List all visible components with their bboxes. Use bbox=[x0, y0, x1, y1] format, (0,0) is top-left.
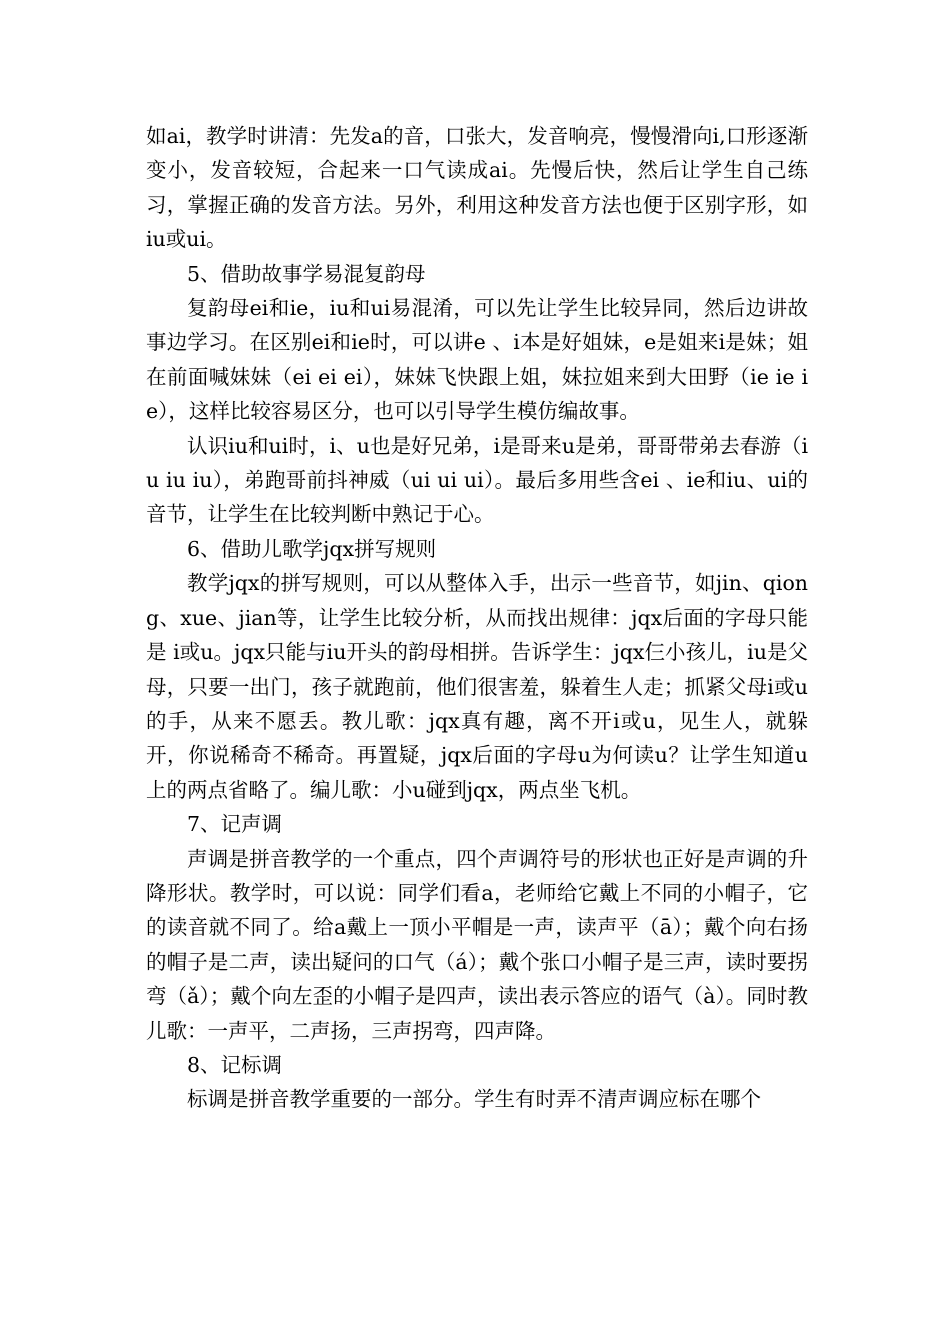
paragraph-continuation: 如ai，教学时讲清：先发a的音，口张大，发音响亮，慢慢滑向i,口形逐渐变小，发音较短，合起来一口气读成ai。先慢后快，然后让学生自己练习，掌握正确的发音方法。另外，利用这种发音方法也便于区别字形，如iu或ui。 bbox=[146, 124, 808, 252]
section-heading-6: 6、借助儿歌学jqx拼写规则 bbox=[187, 536, 437, 561]
section-heading-7: 7、记声调 bbox=[187, 812, 283, 837]
section-heading-8: 8、记标调 bbox=[187, 1052, 283, 1077]
paragraph: 复韵母ei和ie，iu和ui易混淆，可以先让学生比较异同，然后边讲故事边学习。在区别ei和ie时，可以讲e 、i本是好姐妹，e是姐来i是妹；姐在前面喊妹妹（ei ei ei），妹妹飞快跟上姐，妹拉姐来到大田野（ie ie ie），这样比较容易区分，也可以引导学生模仿编故事。 bbox=[146, 296, 808, 424]
paragraph: 教学jqx的拼写规则，可以从整体入手，出示一些音节，如jin、qiong、xue、jian等，让学生比较分析，从而找出规律：jqx后面的字母只能是 i或u。jqx只能与iu开头的韵母相拼。告诉学生：jqx仨小孩儿，iu是父母，只要一出门，孩子就跑前，他们很害羞，躲着生人走；抓紧父母i或u的手，从来不愿丢。教儿歌：jqx真有趣，离不开i或u，见生人，就躲开，你说稀奇不稀奇。再置疑，jqx后面的字母u为何读u？让学生知道u上的两点省略了。编儿歌：小u碰到jqx，两点坐飞机。 bbox=[146, 571, 808, 802]
paragraph: 标调是拼音教学重要的一部分。学生有时弄不清声调应标在哪个 bbox=[187, 1087, 761, 1112]
section-heading-5: 5、借助故事学易混复韵母 bbox=[187, 261, 426, 286]
paragraph: 声调是拼音教学的一个重点，四个声调符号的形状也正好是声调的升降形状。教学时，可以说：同学们看a，老师给它戴上不同的小帽子，它的读音就不同了。给a戴上一顶小平帽是一声，读声平（ā）；戴个向右扬的帽子是二声，读出疑问的口气（á）；戴个张口小帽子是三声，读时要拐弯（ǎ）；戴个向左歪的小帽子是四声，读出表示答应的语气（à）。同时教儿歌：一声平，二声扬，三声拐弯，四声降。 bbox=[146, 846, 808, 1043]
paragraph: 认识iu和ui时，i、u也是好兄弟，i是哥来u是弟，哥哥带弟去春游（iu iu iu），弟跑哥前抖神威（ui ui ui）。最后多用些含ei 、ie和iu、ui的音节，让学生在比较判断中熟记于心。 bbox=[146, 433, 808, 527]
document-body bbox=[146, 119, 808, 1117]
